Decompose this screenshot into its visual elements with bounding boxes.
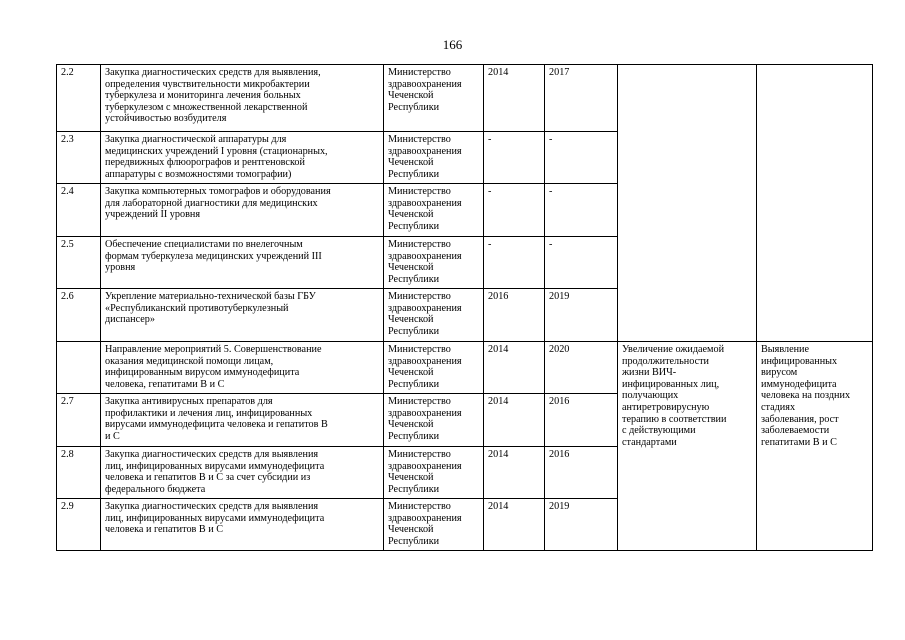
row-number: 2.2	[57, 65, 101, 132]
end-year: -	[545, 237, 618, 289]
responsible-executor: Министерство здравоохранения Чеченской Республики	[388, 344, 462, 390]
table-row	[57, 65, 873, 132]
responsible-executor: Министерство здравоохранения Чеченской Республики	[388, 501, 462, 547]
row-number: 2.5	[57, 237, 101, 289]
consequences: Выявление инфицированных вирусом иммунодефицита человека на поздних стадиях заболевания, рост заболеваемости гепатитами В и С	[761, 344, 851, 448]
start-year: 2014	[484, 342, 545, 394]
expected-result-cell	[618, 65, 757, 342]
activity-name: Закупка компьютерных томографов и оборудования для лабораторной диагностики для медицинских учреждений II уровня	[105, 186, 331, 221]
row-number: 2.7	[57, 394, 101, 447]
start-year: 2014	[484, 447, 545, 499]
responsible-executor: Министерство здравоохранения Чеченской Республики	[388, 67, 462, 113]
end-year: -	[545, 184, 618, 237]
activity-name: Закупка диагностических средств для выявления, определения чувствительности микробактерии туберкулеза и мониторинга лечения больных туберкулезом с множественной лекарственной устойчивостью возбудителя	[105, 67, 321, 125]
start-year: -	[484, 132, 545, 184]
responsible-executor: Министерство здравоохранения Чеченской Республики	[388, 186, 462, 232]
end-year: 2020	[545, 342, 618, 394]
activity-name: Направление мероприятий 5. Совершенствование оказания медицинской помощи лицам, инфицированным вирусом иммунодефицита человека, гепатитами В и С	[105, 344, 322, 390]
end-year: 2019	[545, 289, 618, 342]
activity-name: Закупка диагностических средств для выявления лиц, инфицированных вирусами иммунодефицита человека и гепатитов В и С за счет субсидии из федерального бюджета	[105, 449, 325, 495]
table-row	[57, 342, 873, 394]
row-number: 2.9	[57, 499, 101, 551]
activity-name: Укрепление материально-технической базы ГБУ «Республиканский противотуберкулезный диспансер»	[105, 291, 316, 326]
end-year: 2016	[545, 394, 618, 447]
start-year: 2016	[484, 289, 545, 342]
expected-result: Увеличение ожидаемой продолжительности жизни ВИЧ- инфицированных лиц, получающих антиретровирусную терапию в соответствии с действующими стандартами	[622, 344, 727, 448]
program-activities-table	[56, 64, 873, 551]
start-year: 2014	[484, 65, 545, 132]
responsible-executor: Министерство здравоохранения Чеченской Республики	[388, 134, 462, 180]
start-year: -	[484, 237, 545, 289]
activity-name: Закупка антивирусных препаратов для профилактики и лечения лиц, инфицированных вирусами иммунодефицита человека и гепатитов В и С	[105, 396, 328, 442]
activity-name: Закупка диагностической аппаратуры для медицинских учреждений I уровня (стационарных, передвижных флюорографов и рентгеновской аппаратуры с возможностями томографии)	[105, 134, 328, 180]
consequences-cell	[757, 65, 873, 342]
row-number: 2.4	[57, 184, 101, 237]
row-number: 2.3	[57, 132, 101, 184]
end-year: 2017	[545, 65, 618, 132]
responsible-executor: Министерство здравоохранения Чеченской Республики	[388, 449, 462, 495]
activity-name: Обеспечение специалистами по внелегочным формам туберкулеза медицинских учреждений III уровня	[105, 239, 322, 274]
row-number: 2.6	[57, 289, 101, 342]
end-year: 2016	[545, 447, 618, 499]
start-year: -	[484, 184, 545, 237]
row-number: 2.8	[57, 447, 101, 499]
row-number	[57, 342, 101, 394]
end-year: 2019	[545, 499, 618, 551]
responsible-executor: Министерство здравоохранения Чеченской Республики	[388, 396, 462, 442]
responsible-executor: Министерство здравоохранения Чеченской Республики	[388, 239, 462, 285]
end-year: -	[545, 132, 618, 184]
responsible-executor: Министерство здравоохранения Чеченской Республики	[388, 291, 462, 337]
page-number: 166	[442, 37, 463, 52]
start-year: 2014	[484, 499, 545, 551]
activity-name: Закупка диагностических средств для выявления лиц, инфицированных вирусами иммунодефицита человека и гепатитов В и С	[105, 501, 325, 536]
start-year: 2014	[484, 394, 545, 447]
